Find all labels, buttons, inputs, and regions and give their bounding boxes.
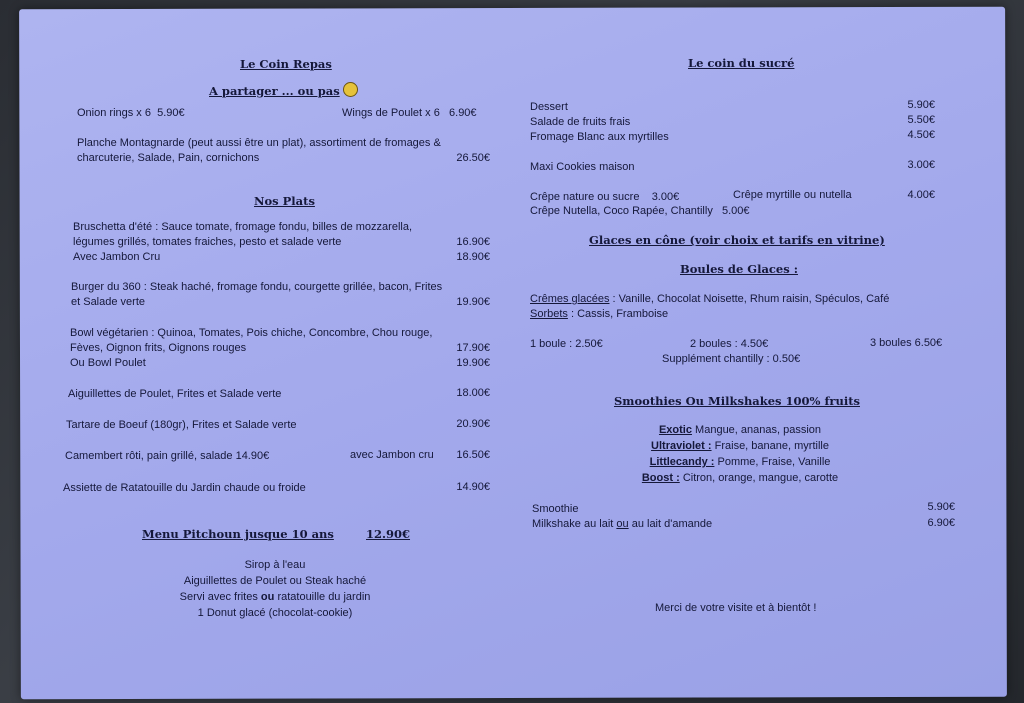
ratatouille-price: 14.90€ [456, 481, 490, 493]
boost-item: Boost : Citron, orange, mangue, carotte [641, 472, 839, 484]
bowl-desc-2: Fèves, Oignon frits, Oignons rouges [70, 342, 247, 354]
bruschetta-jambon: Avec Jambon Cru [73, 251, 161, 263]
menu-sirop: Sirop à l'eau [244, 559, 306, 571]
smile-emoji-icon [343, 82, 358, 97]
bowl-desc-1: Bowl végétarien : Quinoa, Tomates, Pois chiche, Concombre, Chou rouge, [70, 327, 433, 339]
planche-desc-1: Planche Montagnarde (peut aussi être un plat), assortiment de fromages & [77, 137, 441, 149]
deux-boules: 2 boules : 4.50€ [690, 338, 769, 350]
onion-rings-item: Onion rings x 6 5.90€ [77, 107, 185, 119]
smoothie-price: 5.90€ [927, 501, 955, 513]
salade-fruits-price: 5.50€ [907, 114, 935, 126]
coin-sucre-title: Le coin du sucré [688, 56, 795, 70]
sorbets: Sorbets : Cassis, Framboise [530, 308, 669, 320]
menu-pitchoun-title: Menu Pitchoun jusque 10 ans [142, 527, 334, 541]
bowl-poulet-price: 19.90€ [456, 357, 490, 369]
fromage-blanc-item: Fromage Blanc aux myrtilles [530, 131, 669, 143]
share-title: A partager ... ou pas [209, 82, 358, 98]
burger-desc-1: Burger du 360 : Steak haché, fromage fondu, courgette grillée, bacon, Frites [71, 281, 443, 293]
menu-servi: Servi avec frites ou ratatouille du jardin [179, 591, 371, 603]
bruschetta-desc-2: légumes grillés, tomates fraiches, pesto et salade verte [73, 236, 342, 248]
camembert-item: Camembert rôti, pain grillé, salade 14.90€ [65, 450, 270, 462]
dessert-item: Dessert [530, 101, 568, 113]
crepe-nature-item: Crêpe nature ou sucre 3.00€ [530, 191, 680, 203]
milkshake-item: Milkshake au lait ou au lait d'amande [532, 518, 713, 530]
menu-aiguillettes: Aiguillettes de Poulet ou Steak haché [183, 575, 367, 587]
crepe-nutella-item: Crêpe Nutella, Coco Rapée, Chantilly 5.00€ [530, 205, 750, 217]
aiguillettes-item: Aiguillettes de Poulet, Frites et Salade verte [68, 388, 282, 400]
tartare-item: Tartare de Boeuf (180gr), Frites et Salade verte [66, 419, 297, 431]
cookies-item: Maxi Cookies maison [530, 161, 635, 173]
bowl-price: 17.90€ [456, 342, 490, 354]
bruschetta-price: 16.90€ [456, 236, 490, 248]
cookies-price: 3.00€ [907, 159, 935, 171]
boules-glaces-title: Boules de Glaces : [680, 262, 798, 276]
crepe-myrtille-item: Crêpe myrtille ou nutella [733, 189, 852, 201]
bruschetta-jambon-price: 18.90€ [456, 251, 490, 263]
glaces-cone-title: Glaces en cône (voir choix et tarifs en vitrine) [589, 233, 885, 247]
menu-pitchoun-price: 12.90€ [366, 527, 411, 541]
bruschetta-desc-1: Bruschetta d'été : Sauce tomate, fromage fondu, billes de mozzarella, [73, 221, 413, 233]
ratatouille-item: Assiette de Ratatouille du Jardin chaude ou froide [63, 482, 306, 494]
smoothie-item: Smoothie [532, 503, 579, 515]
camembert-jambon-price: 16.50€ [456, 449, 490, 461]
une-boule: 1 boule : 2.50€ [530, 338, 603, 350]
tartare-price: 20.90€ [456, 418, 490, 430]
littlecandy-item: Littlecandy : Pomme, Fraise, Vanille [649, 456, 831, 468]
wings-item: Wings de Poulet x 6 6.90€ [342, 107, 477, 119]
aiguillettes-price: 18.00€ [456, 387, 490, 399]
trois-boules: 3 boules 6.50€ [870, 337, 943, 349]
merci-message: Merci de votre visite et à bientôt ! [655, 602, 817, 614]
burger-price: 19.90€ [456, 296, 490, 308]
planche-price: 26.50€ [456, 152, 490, 164]
salade-fruits-item: Salade de fruits frais [530, 116, 631, 128]
smoothies-title: Smoothies Ou Milkshakes 100% fruits [614, 394, 860, 408]
crepe-myrtille-price: 4.00€ [907, 189, 935, 201]
menu-donut: 1 Donut glacé (chocolat-cookie) [197, 607, 353, 619]
burger-desc-2: et Salade verte [71, 296, 145, 308]
dessert-price: 5.90€ [907, 99, 935, 111]
camembert-jambon: avec Jambon cru [350, 449, 434, 461]
planche-desc-2: charcuterie, Salade, Pain, cornichons [77, 152, 260, 164]
nos-plats-title: Nos Plats [254, 194, 315, 208]
cremes-glacees: Crêmes glacées : Vanille, Chocolat Noisette, Rhum raisin, Spéculos, Café [530, 293, 890, 305]
fromage-blanc-price: 4.50€ [907, 129, 935, 141]
ultraviolet-item: Ultraviolet : Fraise, banane, myrtille [651, 440, 829, 452]
exotic-item: Exotic Mangue, ananas, passion [658, 424, 822, 436]
milkshake-price: 6.90€ [927, 517, 955, 529]
coin-repas-title: Le Coin Repas [240, 57, 332, 71]
supplement-chantilly: Supplément chantilly : 0.50€ [662, 353, 801, 365]
bowl-poulet: Ou Bowl Poulet [70, 357, 146, 369]
